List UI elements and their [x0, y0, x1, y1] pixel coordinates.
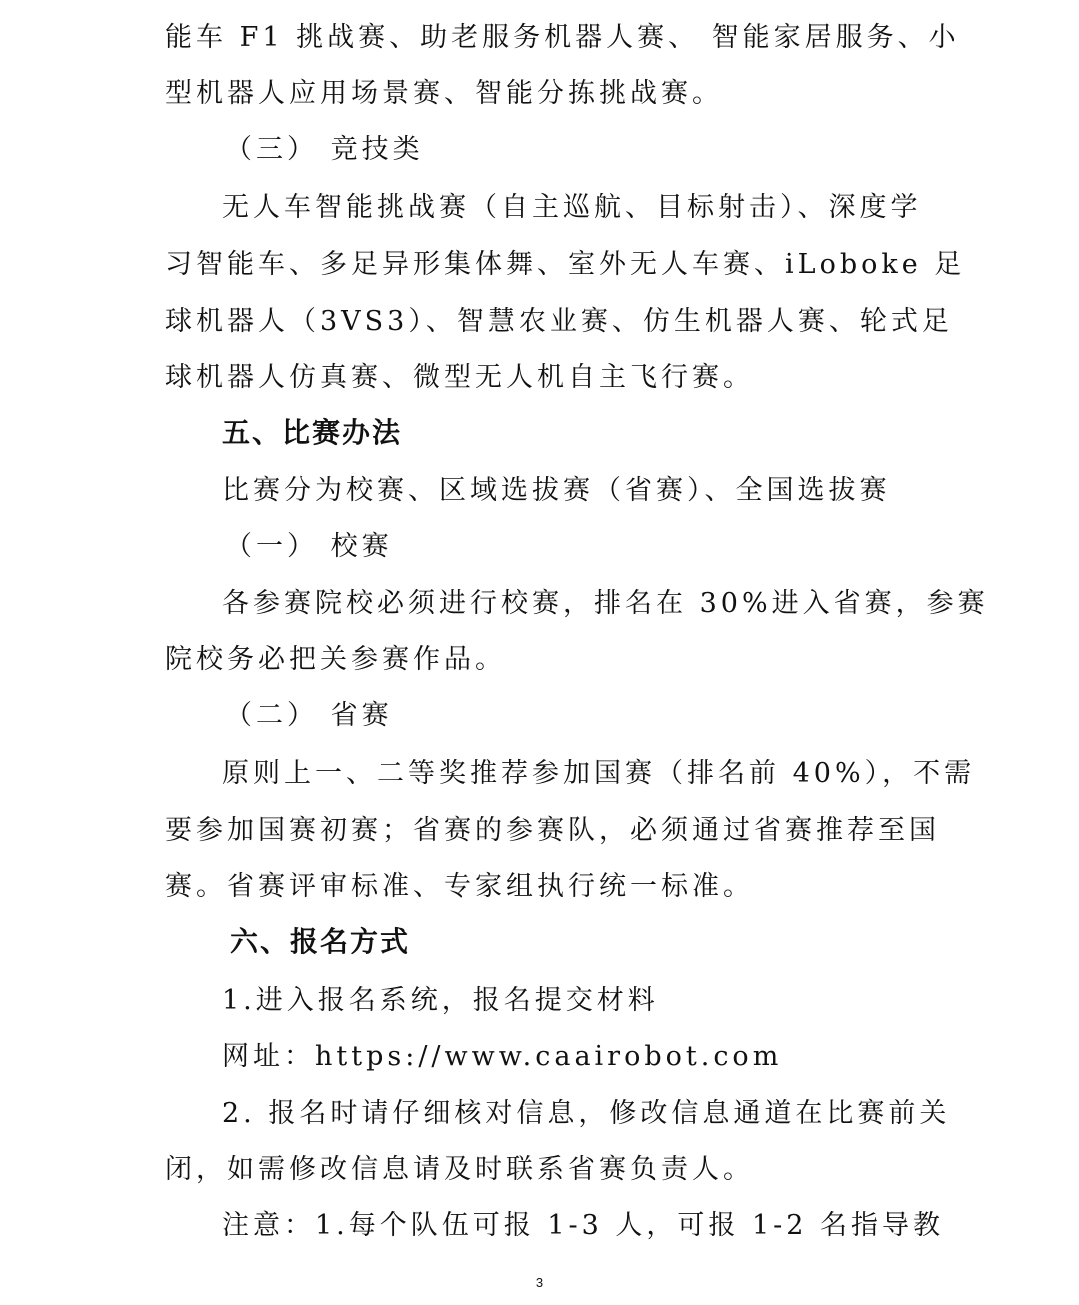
page-number: 3 — [535, 1275, 544, 1290]
paragraph-line: 型机器人应用场景赛、智能分拣挑战赛。 — [165, 78, 723, 109]
paragraph-line: 要参加国赛初赛；省赛的参赛队，必须通过省赛推荐至国 — [165, 815, 940, 846]
paragraph-line: 原则上一、二等奖推荐参加国赛（排名前 40%），不需 — [222, 758, 976, 789]
paragraph-line: 2. 报名时请仔细核对信息，修改信息通道在比赛前关 — [222, 1098, 951, 1129]
paragraph-line: 各参赛院校必须进行校赛，排名在 30%进入省赛，参赛 — [222, 588, 989, 619]
paragraph-line: 赛。省赛评审标准、专家组执行统一标准。 — [165, 871, 754, 902]
paragraph-line: 能车 F1 挑战赛、助老服务机器人赛、 智能家居服务、小 — [165, 22, 960, 53]
section-heading: 五、比赛办法 — [222, 416, 403, 449]
website-url: 网址：https://www.caairobot.com — [222, 1041, 783, 1072]
paragraph-line: 习智能车、多足异形集体舞、室外无人车赛、iLoboke 足 — [165, 249, 966, 280]
paragraph-line: 比赛分为校赛、区域选拔赛（省赛）、全国选拔赛 — [222, 475, 891, 506]
paragraph-line: 无人车智能挑战赛（自主巡航、目标射击）、深度学 — [222, 192, 922, 223]
paragraph-line: 球机器人仿真赛、微型无人机自主飞行赛。 — [165, 362, 754, 393]
subsection-heading: （二） 省赛 — [225, 700, 393, 731]
paragraph-line: 闭，如需修改信息请及时联系省赛负责人。 — [165, 1154, 754, 1185]
paragraph-line: 注意：1.每个队伍可报 1-3 人，可报 1-2 名指导教 — [222, 1210, 945, 1241]
paragraph-line: 球机器人（3VS3）、智慧农业赛、仿生机器人赛、轮式足 — [165, 306, 953, 337]
paragraph-line: 1.进入报名系统，报名提交材料 — [222, 985, 659, 1016]
subsection-heading: （三） 竞技类 — [225, 134, 424, 165]
paragraph-line: 院校务必把关参赛作品。 — [165, 644, 506, 675]
subsection-heading: （一） 校赛 — [225, 531, 393, 562]
section-heading: 六、报名方式 — [230, 925, 411, 958]
